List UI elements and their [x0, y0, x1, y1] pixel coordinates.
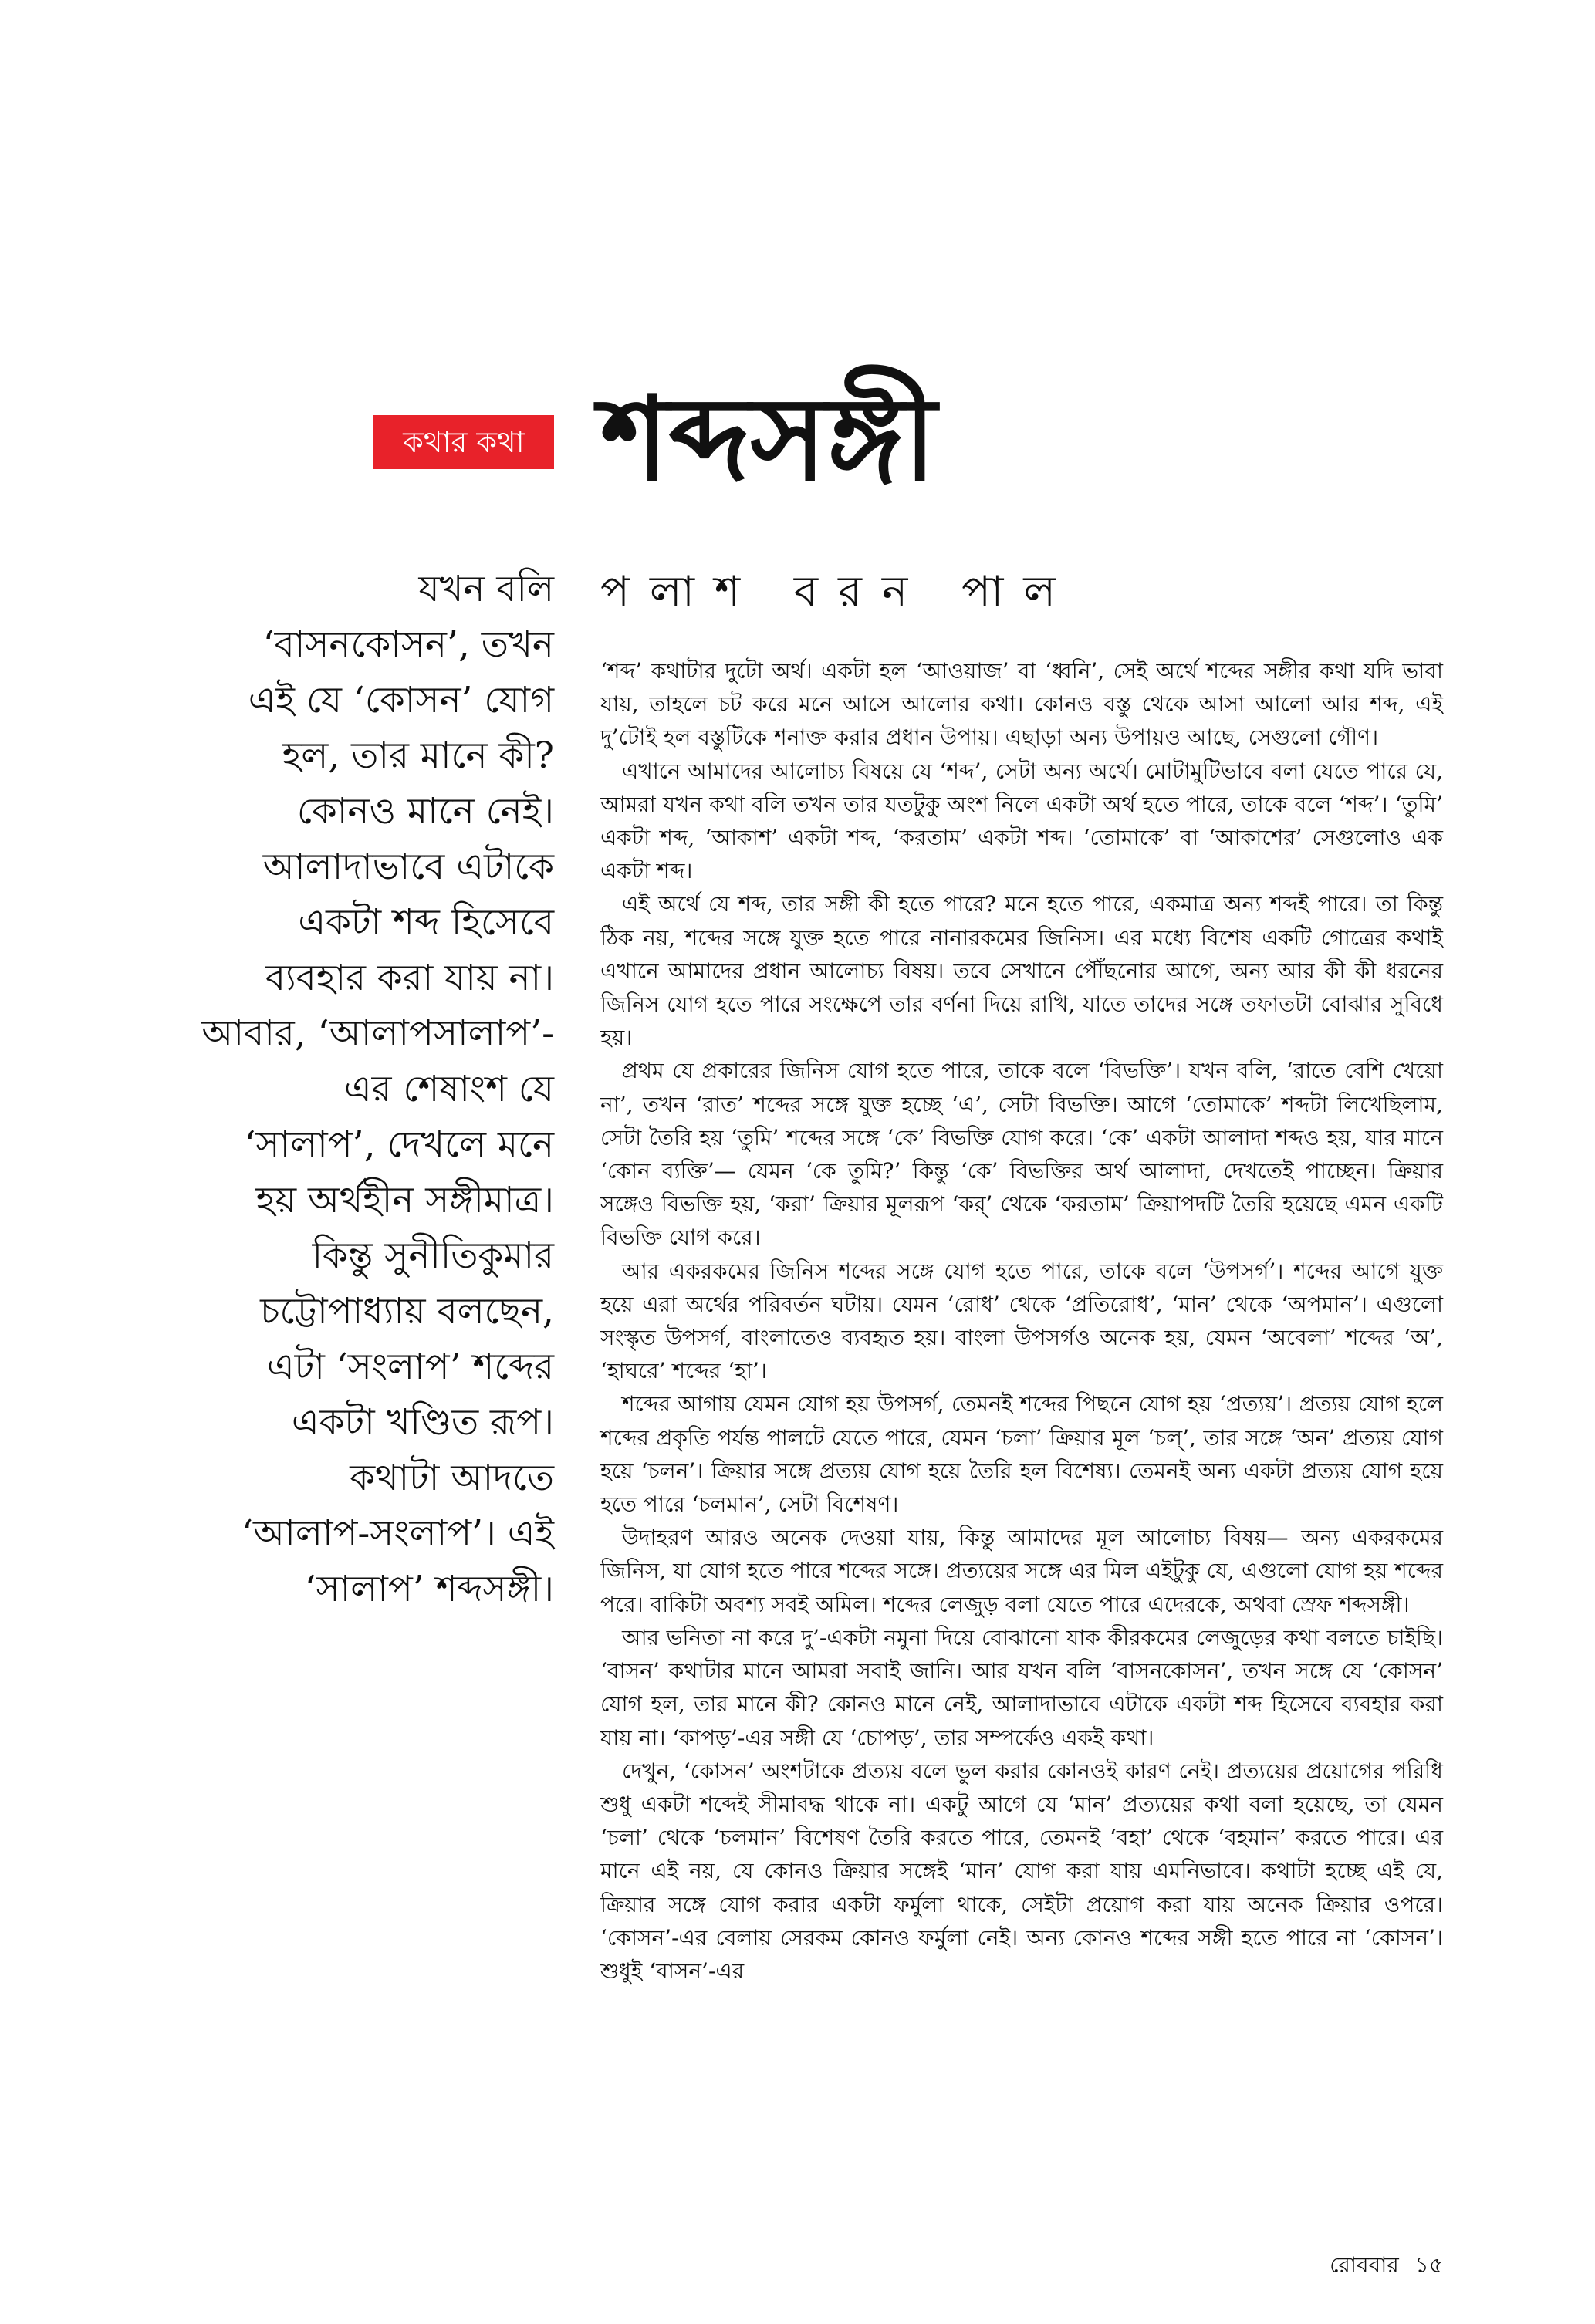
article-paragraph: আর একরকমের জিনিস শব্দের সঙ্গে যোগ হতে পারে, তাকে বলে ‘উপসর্গ’। শব্দের আগে যুক্ত হয়ে এরা অর্থের পরিবর্তন ঘটায়। যেমন ‘রোধ’ থেকে ‘প্রতিরোধ’, ‘মান’ থেকে ‘অপমান’। এগুলো সংস্কৃত উপসর্গ, বাংলাতেও ব্যবহৃত হয়। বাংলা উপসর্গও অনেক হয়, যেমন ‘অবেলা’ শব্দের ‘অ’, ‘হাঘরে’ শব্দের ‘হা’। — [600, 1258, 1443, 1384]
pull-quote-line: কোনও মানে নেই। — [296, 790, 554, 833]
article-title: শব্দসঙ্গী — [600, 373, 937, 507]
pull-quote-line: কিন্তু সুনীতিকুমার — [312, 1235, 554, 1277]
page-footer — [1330, 2250, 1443, 2281]
article-paragraph: এই অর্থে যে শব্দ, তার সঙ্গী কী হতে পারে? মনে হতে পারে, একমাত্র অন্য শব্দই পারে। তা কিন্তু ঠিক নয়, শব্দের সঙ্গে যুক্ত হতে পারে নানারকমের জিনিস। এর মধ্যে বিশেষ একটি গোত্রের কথাই এখানে আমাদের প্রধান আলোচ্য বিষয়। তবে সেখানে পৌঁছনোর আগে, অন্য আর কী কী ধরনের জিনিস যোগ হতে পারে সংক্ষেপে তার বর্ণনা দিয়ে রাখি, যাতে তাদের সঙ্গে তফাতটা বোঝার সুবিধে হয়। — [600, 891, 1443, 1051]
pull-quote-line: হল, তার মানে কী? — [282, 735, 554, 777]
pull-quote-line: চট্টোপাধ্যায় বলছেন, — [260, 1290, 554, 1333]
pull-quote-line: একটা শব্দ হিসেবে — [298, 901, 554, 944]
section-tag: কথার কথা — [373, 415, 554, 469]
pull-quote-line: আবার, ‘আলাপসালাপ’- — [201, 1012, 554, 1055]
pull-quote-line: যখন বলি — [418, 568, 554, 610]
article-paragraph: প্রথম যে প্রকারের জিনিস যোগ হতে পারে, তাকে বলে ‘বিভক্তি’। যখন বলি, ‘রাতে বেশি খেয়ো না’, তখন ‘রাত’ শব্দের সঙ্গে যুক্ত হচ্ছে ‘এ’, সেটা বিভক্তি। আগে ‘তোমাকে’ শব্দটা লিখেছিলাম, সেটা তৈরি হয় ‘তুমি’ শব্দের সঙ্গে ‘কে’ বিভক্তি যোগ করে। ‘কে’ একটা আলাদা শব্দও হয়, যার মানে ‘কোন ব্যক্তি’— যেমন ‘কে তুমি?’ কিন্তু ‘কে’ বিভক্তির অর্থ আলাদা, দেখতেই পাচ্ছেন। ক্রিয়ার সঙ্গেও বিভক্তি হয়, ‘করা’ ক্রিয়ার মূলরূপ ‘কর্’ থেকে ‘করতাম’ ক্রিয়াপদটি তৈরি হয়েছে এমন একটি বিভক্তি যোগ করে। — [600, 1058, 1443, 1251]
article-paragraph: শব্দের আগায় যেমন যোগ হয় উপসর্গ, তেমনই শব্দের পিছনে যোগ হয় ‘প্রত্যয়’। প্রত্যয় যোগ হলে শব্দের প্রকৃতি পর্যন্ত পালটে যেতে পারে, যেমন ‘চলা’ ক্রিয়ার মূল ‘চল্’, তার সঙ্গে ‘অন’ প্রত্যয় যোগ হয়ে ‘চলন’। ক্রিয়ার সঙ্গে প্রত্যয় যোগ হয়ে তৈরি হল বিশেষ্য। তেমনই অন্য একটা প্রত্যয় যোগ হয়ে হতে পারে ‘চলমান’, সেটা বিশেষণ। — [600, 1391, 1443, 1518]
article-paragraph: ‘শব্দ’ কথাটার দুটো অর্থ। একটা হল ‘আওয়াজ’ বা ‘ধ্বনি’, সেই অর্থে শব্দের সঙ্গীর কথা যদি ভাবা যায়, তাহলে চট করে মনে আসে আলোর কথা। কোনও বস্তু থেকে আসা আলো আর শব্দ, এই দু’টোই হল বস্তুটিকে শনাক্ত করার প্রধান উপায়। এছাড়া অন্য উপায়ও আছে, সেগুলো গৌণ। — [600, 658, 1443, 751]
pull-quote-line: ‘সালাপ’ শব্দসঙ্গী। — [304, 1568, 554, 1610]
pull-quote-line: ‘আলাপ-সংলাপ’। এই — [242, 1512, 554, 1555]
pull-quote-line: ‘বাসনকোসন’, তখন — [262, 623, 554, 666]
article-paragraph: দেখুন, ‘কোসন’ অংশটাকে প্রত্যয় বলে ভুল করার কোনওই কারণ নেই। প্রত্যয়ের প্রয়োগের পরিধি শুধু একটা শব্দেই সীমাবদ্ধ থাকে না। একটু আগে যে ‘মান’ প্রত্যয়ের কথা বলা হয়েছে, তা যেমন ‘চলা’ থেকে ‘চলমান’ বিশেষণ তৈরি করতে পারে, তেমনই ‘বহা’ থেকে ‘বহমান’ করতে পারে। এর মানে এই নয়, যে কোনও ক্রিয়ার সঙ্গেই ‘মান’ যোগ করা যায় এমনিভাবে। কথাটা হচ্ছে এই যে, ক্রিয়ার সঙ্গে যোগ করার একটা ফর্মুলা থাকে, সেইটা প্রয়োগ করা যায় অনেক ক্রিয়ার ওপরে। ‘কোসন’-এর বেলায় সেরকম কোনও ফর্মুলা নেই। অন্য কোনও শব্দের সঙ্গী হতে পারে না ‘কোসন’। শুধুই ‘বাসন’-এর — [600, 1758, 1443, 1984]
article-paragraph: আর ভনিতা না করে দু’-একটা নমুনা দিয়ে বোঝানো যাক কীরকমের লেজুড়ের কথা বলতে চাইছি। ‘বাসন’ কথাটার মানে আমরা সবাই জানি। আর যখন বলি ‘বাসনকোসন’, তখন সঙ্গে যে ‘কোসন’ যোগ হল, তার মানে কী? কোনও মানে নেই, আলাদাভাবে এটাকে একটা শব্দ হিসেবে ব্যবহার করা যায় না। ‘কাপড়’-এর সঙ্গী যে ‘চোপড়’, তার সম্পর্কেও একই কথা। — [600, 1624, 1443, 1751]
pull-quote-line: কথাটা আদতে — [350, 1457, 554, 1499]
pull-quote — [151, 562, 554, 1617]
pull-quote-line: একটা খণ্ডিত রূপ। — [291, 1401, 554, 1444]
article-paragraph: উদাহরণ আরও অনেক দেওয়া যায়, কিন্তু আমাদের মূল আলোচ্য বিষয়— অন্য একরকমের জিনিস, যা যোগ হতে পারে শব্দের সঙ্গে। প্রত্যয়ের সঙ্গে এর মিল এইটুকু যে, এগুলো যোগ হয় শব্দের পরে। বাকিটা অবশ্য সবই অমিল। শব্দের লেজুড় বলা যেতে পারে এদেরকে, অথবা স্রেফ শব্দসঙ্গী। — [600, 1525, 1443, 1617]
publication-name: রোববার — [1330, 2252, 1399, 2278]
article-body — [600, 654, 1443, 1988]
pull-quote-line: এটা ‘সংলাপ’ শব্দের — [266, 1346, 554, 1388]
pull-quote-line: ‘সালাপ’, দেখলে মনে — [244, 1123, 554, 1166]
pull-quote-line: এই যে ‘কোসন’ যোগ — [248, 679, 554, 721]
author-byline: পলাশ বরন পাল — [600, 567, 1076, 617]
pull-quote-line: আলাদাভাবে এটাকে — [262, 846, 554, 888]
pull-quote-line: এর শেষাংশ যে — [343, 1068, 554, 1110]
article-paragraph: এখানে আমাদের আলোচ্য বিষয়ে যে ‘শব্দ’, সেটা অন্য অর্থে। মোটামুটিভাবে বলা যেতে পারে যে, আমরা যখন কথা বলি তখন তার যতটুকু অংশ নিলে একটা অর্থ হতে পারে, তাকে বলে ‘শব্দ’। ‘তুমি’ একটা শব্দ, ‘আকাশ’ একটা শব্দ, ‘করতাম’ একটা শব্দ। ‘তোমাকে’ বা ‘আকাশের’ সেগুলোও এক একটা শব্দ। — [600, 758, 1443, 884]
pull-quote-line: হয় অর্থহীন সঙ্গীমাত্র। — [255, 1179, 554, 1221]
page-number: ১৫ — [1414, 2252, 1443, 2278]
pull-quote-line: ব্যবহার করা যায় না। — [265, 957, 554, 999]
